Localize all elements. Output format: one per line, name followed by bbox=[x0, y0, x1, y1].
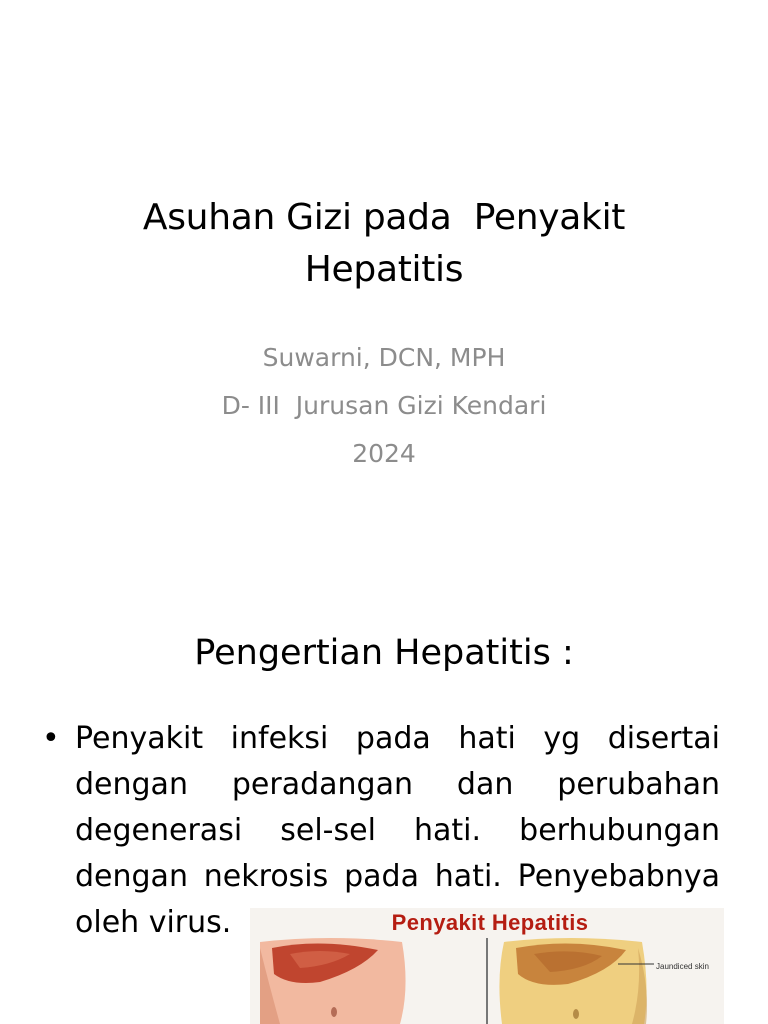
slide-subtitle bbox=[100, 334, 668, 478]
department-name: D- III Jurusan Gizi Kendari bbox=[221, 391, 547, 420]
author-name: Suwarni, DCN, MPH bbox=[262, 343, 506, 372]
jaundiced-skin-label: Jaundiced skin bbox=[656, 962, 709, 971]
bullet-text: Penyakit infeksi pada hati yg disertai dengan peradangan dan perubahan degenerasi sel-sel hati. berhubungan dengan nekrosis pada hati. Penyebabnya oleh virus. bbox=[75, 721, 720, 940]
healthy-navel bbox=[331, 1007, 337, 1017]
year-label: 2024 bbox=[352, 439, 416, 468]
slide-title: Pengertian Hepatitis : bbox=[194, 633, 574, 673]
definition-slide bbox=[0, 576, 768, 1024]
slide-title bbox=[60, 192, 708, 296]
title-line-2: Hepatitis bbox=[304, 249, 464, 290]
jaundiced-navel bbox=[573, 1009, 579, 1019]
illustration-title: Penyakit Hepatitis bbox=[391, 910, 589, 935]
hepatitis-illustration bbox=[250, 908, 724, 1024]
illustration-divider bbox=[486, 938, 488, 1024]
title-line-1: Asuhan Gizi pada Penyakit bbox=[142, 197, 626, 238]
bullet-icon: • bbox=[42, 721, 60, 756]
